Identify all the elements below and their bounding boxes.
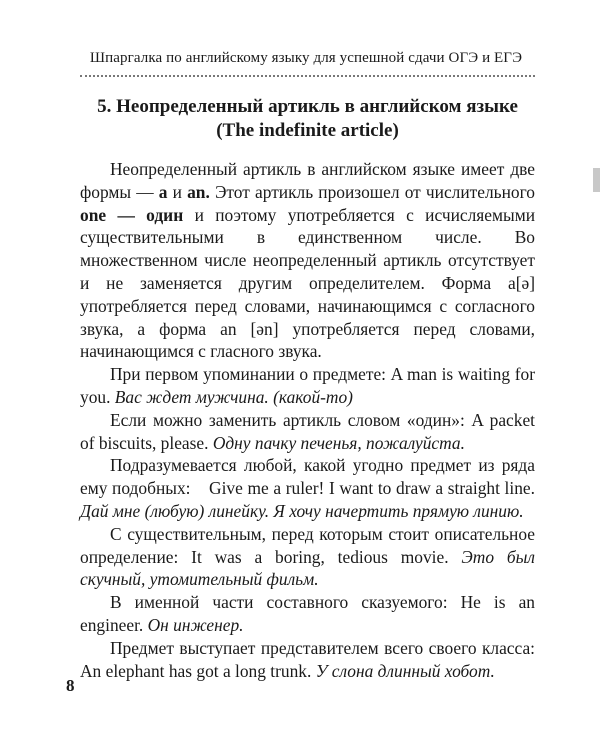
page-edge-mark: [593, 168, 600, 192]
body-text: [80, 158, 540, 682]
paragraph-first-mention: [80, 363, 535, 409]
translation: Это был скучный, утомительный фильм.: [80, 546, 535, 590]
paragraph-any-item: [80, 454, 540, 522]
page-number: 8: [66, 676, 75, 695]
rule-text: Предмет выступает представителем всего своего класса: An elephant has got a long trunk.: [80, 637, 535, 681]
section-title-line-1: 5. Неопределенный артикль в английском языке: [97, 96, 518, 117]
running-header: Шпаргалка по английскому языку для успешной сдачи ОГЭ и ЕГЭ: [89, 50, 523, 66]
rule-text: Подразумевается любой, какой угодно предмет из ряда ему подобных: Give me a ruler! I want to draw a straight line.: [80, 455, 540, 499]
section-title: [80, 95, 535, 143]
rule-text: Если можно заменить артикль словом «один»: A packet of biscuits, please.: [80, 409, 535, 453]
paragraph-predicate: [80, 591, 535, 637]
numeral-one: one — один: [80, 204, 184, 225]
paragraph-descriptive: [80, 523, 535, 591]
section-title-line-2: (The indefinite article): [216, 120, 399, 141]
article-an: an.: [187, 181, 210, 202]
article-a: a: [158, 181, 168, 202]
rule-text: С существительным, перед которым стоит описательное определение: It was a boring, tedious movie.: [80, 523, 535, 567]
intro-text-2: и: [167, 181, 188, 202]
paragraph-replace-one: [80, 409, 535, 455]
rule-text: В именной части составного сказуемого: He is an engineer.: [80, 592, 535, 635]
paragraph-class-representative: [80, 637, 535, 683]
paragraph-intro: [80, 158, 535, 363]
intro-text-1: Неопределенный артикль в английском языке имеет две формы —: [80, 159, 535, 202]
translation: Дай мне (любую) линейку. Я хочу начертить прямую линию.: [80, 500, 524, 521]
translation: Вас ждет мужчина. (какой-то): [114, 386, 353, 407]
translation: Он инженер.: [147, 614, 244, 635]
translation: Одну пачку печенья, пожалуйста.: [212, 432, 465, 453]
header-divider: [80, 75, 535, 77]
rule-text: При первом упоминании о предмете: A man is waiting for you.: [80, 364, 535, 407]
intro-text-4: и поэтому употребляется с исчисляемыми существительными в единственном числе. Во множественном числе неопределенный артикль отсутствует и не заменяется другим определителем. Форма a[ə] употребляется перед словами, начинающимся с согласного звука, а форма an [ən] употребляется перед словами, начинающимся с гласного звука.: [80, 204, 535, 362]
intro-text-3: Этот артикль произошел от числительного: [209, 181, 535, 202]
translation: У слона длинный хобот.: [315, 660, 495, 681]
